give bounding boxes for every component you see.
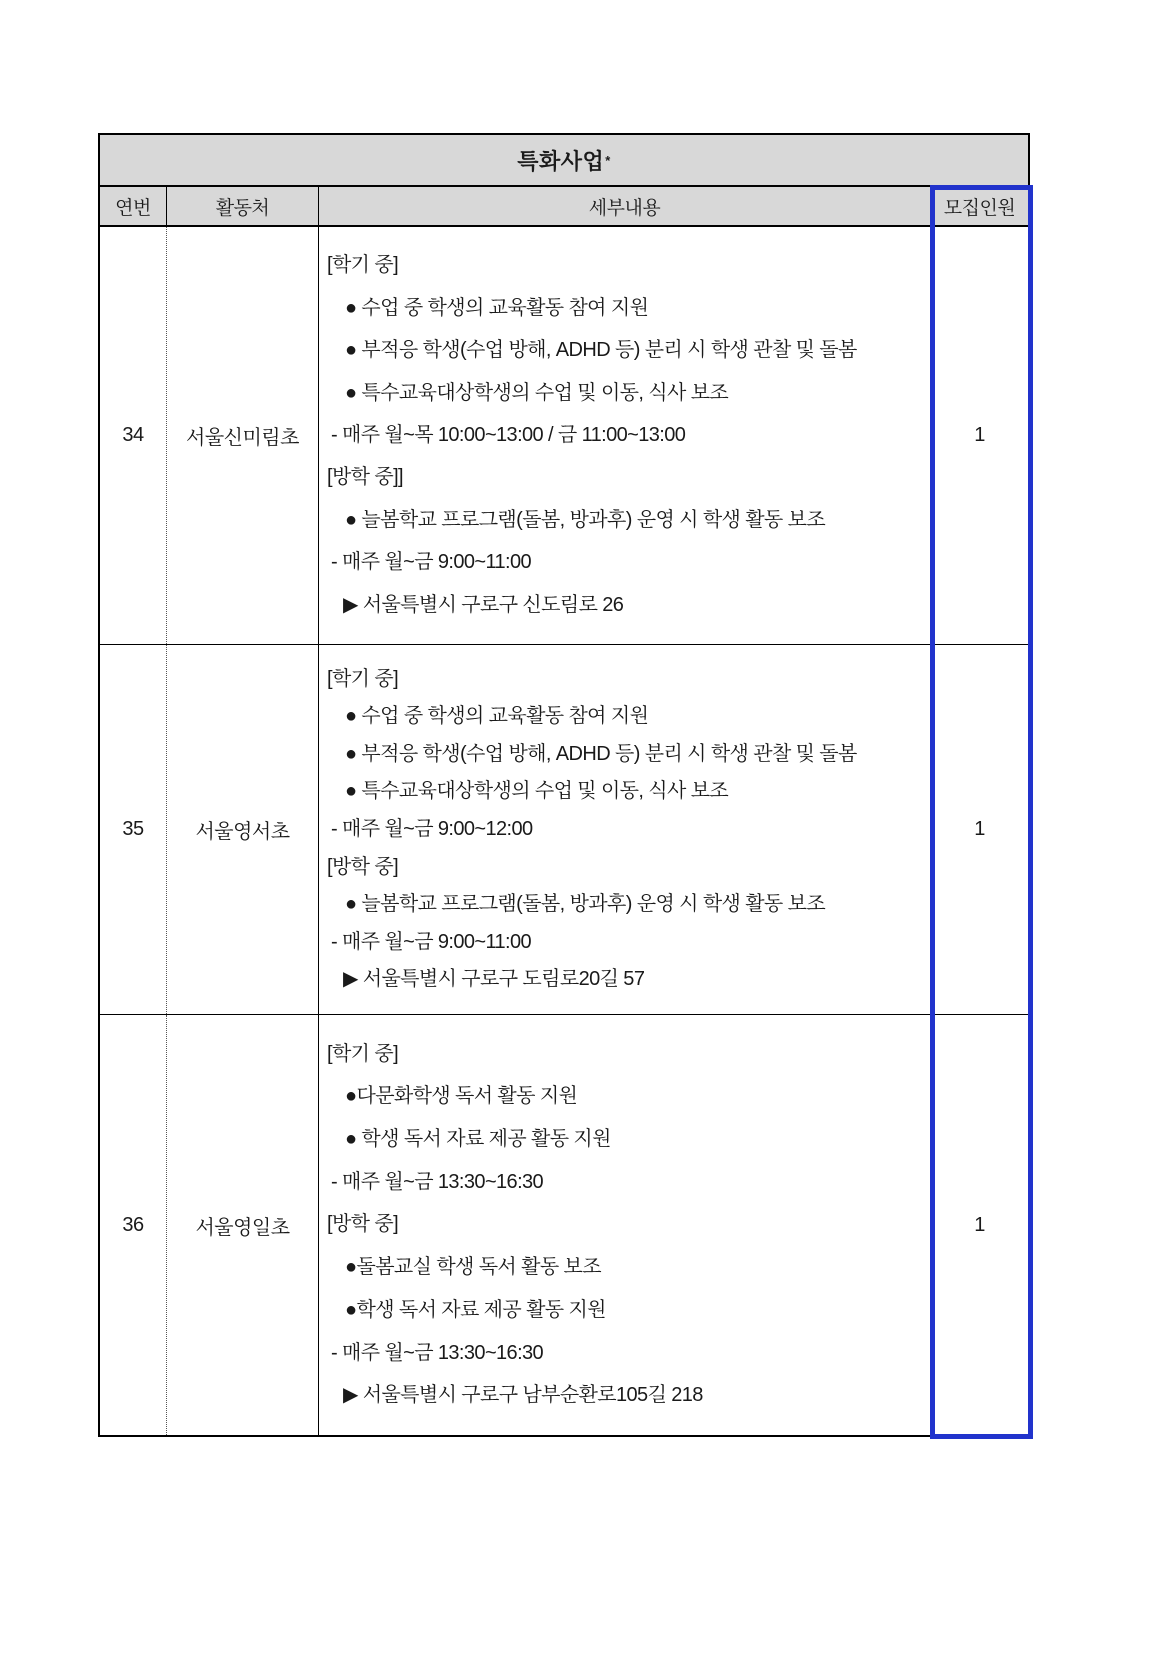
detail-line: ▶ 서울특별시 구로구 남부순환로105길 218 [343,1384,703,1407]
detail-line: ● 특수교육대상학생의 수업 및 이동, 식사 보조 [345,381,729,404]
row-details-cell [318,227,930,644]
detail-line: ●학생 독서 자료 제공 활동 지원 [345,1298,606,1321]
table-row [100,227,1028,645]
row-place-cell: 서울영서초 [166,645,318,1014]
column-header-place: 활동처 [166,187,318,225]
row-number-cell: 36 [122,1213,144,1236]
detail-line: [방학 중]] [327,466,403,489]
row-place-cell: 서울신미림초 [166,227,318,644]
detail-line: ● 늘봄학교 프로그램(돌봄, 방과후) 운영 시 학생 활동 보조 [345,508,826,531]
detail-line: - 매주 월~금 13:30~16:30 [331,1170,544,1193]
row-number-cell: 35 [122,818,144,840]
detail-line: ● 부적응 학생(수업 방해, ADHD 등) 분리 시 학생 관찰 및 돌봄 [345,742,857,765]
detail-line: [학기 중] [327,1042,399,1065]
special-project-table [98,133,1030,1437]
table-header-row [100,187,1028,227]
detail-line: - 매주 월~목 10:00~13:00 / 금 11:00~13:00 [331,423,686,446]
row-details-cell [318,1015,930,1435]
row-number-cell: 34 [122,424,144,446]
column-header-headcount: 모집인원 [930,187,1028,225]
table-title-text: 특화사업 [517,148,605,174]
column-header-details: 세부내용 [318,187,930,225]
row-place-cell: 서울영일초 [166,1015,318,1435]
detail-line: - 매주 월~금 9:00~12:00 [331,817,533,840]
table-row [100,645,1028,1015]
detail-line: ● 늘봄학교 프로그램(돌봄, 방과후) 운영 시 학생 활동 보조 [345,893,826,916]
detail-line: - 매주 월~금 13:30~16:30 [331,1341,544,1364]
detail-line: [방학 중] [327,1213,399,1236]
table-body [100,227,1028,1435]
detail-line: ●다문화학생 독서 활동 지원 [345,1085,578,1108]
detail-line: ▶ 서울특별시 구로구 도림로20길 57 [343,968,645,991]
detail-line: ● 학생 독서 자료 제공 활동 지원 [345,1128,611,1151]
detail-line: ●돌봄교실 학생 독서 활동 보조 [345,1256,601,1279]
detail-line: ▶ 서울특별시 구로구 신도림로 26 [343,593,624,616]
row-details-cell [318,645,930,1014]
detail-line: ● 수업 중 학생의 교육활동 참여 지원 [345,296,649,319]
table-title [100,135,1028,187]
detail-line: [학기 중] [327,667,399,690]
row-headcount-cell: 1 [930,227,1028,644]
detail-line: - 매주 월~금 9:00~11:00 [331,551,532,574]
detail-line: [학기 중] [327,254,399,277]
table-row [100,1015,1028,1435]
detail-line: - 매주 월~금 9:00~11:00 [331,930,532,953]
detail-line: [방학 중] [327,855,399,878]
column-header-no: 연번 [115,197,151,219]
row-headcount-cell: 1 [930,645,1028,1014]
detail-line: ● 부적응 학생(수업 방해, ADHD 등) 분리 시 학생 관찰 및 돌봄 [345,339,857,362]
row-headcount-cell: 1 [930,1015,1028,1435]
detail-line: ● 특수교육대상학생의 수업 및 이동, 식사 보조 [345,780,729,803]
detail-line: ● 수업 중 학생의 교육활동 참여 지원 [345,705,649,728]
table-title-asterisk: * [605,152,611,168]
